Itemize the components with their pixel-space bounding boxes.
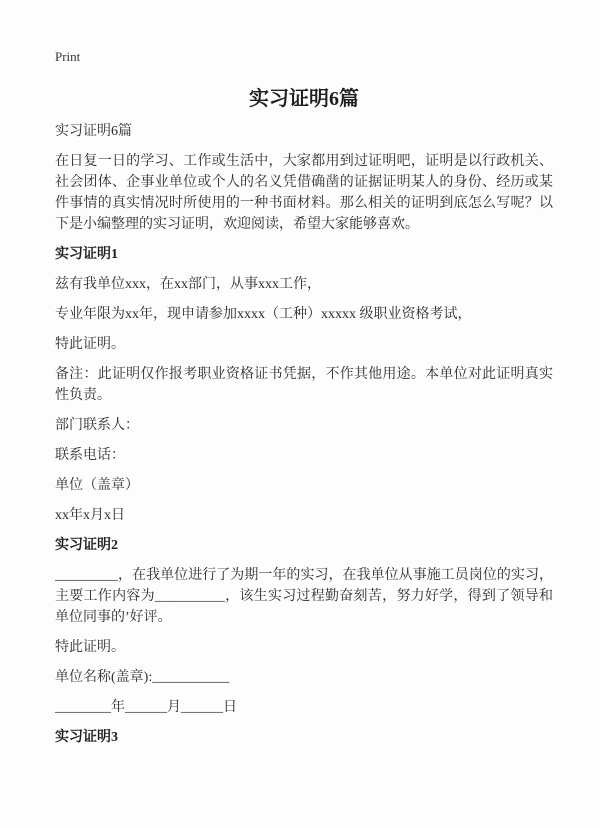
section1-paragraph-note: 备注：此证明仅作报考职业资格证书凭据，不作其他用途。本单位对此证明真实性负责。	[55, 367, 553, 403]
page-title: 实习证明6篇	[249, 88, 359, 110]
intro-paragraph: 在日复一日的学习、工作或生活中，大家都用到过证明吧，证明是以行政机关、社会团体、企事业单位或个人的名义凭借确凿的证据证明某人的身份、经历或某件事情的真实情况时所使用的一种书面材料。那么相关的证明到底怎么写呢？以下是小编整理的实习证明，欢迎阅读，希望大家能够喜欢。	[55, 154, 553, 232]
section2-paragraph-unit-seal-blank: 单位名称(盖章):___________	[55, 670, 230, 685]
section2-paragraph-date-blank: ________年______月______日	[55, 700, 237, 715]
section1-paragraph-unit-seal: 单位（盖章）	[55, 478, 139, 493]
section1-paragraph-contact-phone: 联系电话：	[55, 448, 125, 463]
section-heading-3: 实习证明3	[55, 730, 118, 745]
section1-paragraph-years: 专业年限为xx年，现申请参加xxxx（工种）xxxxx 级职业资格考试，	[55, 307, 472, 322]
section2-paragraph-hereby: 特此证明。	[55, 640, 125, 655]
section1-paragraph-contact-person: 部门联系人：	[55, 418, 139, 433]
print-link[interactable]: Print	[55, 49, 81, 64]
section1-paragraph-unit: 兹有我单位xxx，在xx部门，从事xxx工作，	[55, 277, 321, 292]
doc-subtitle: 实习证明6篇	[55, 124, 132, 139]
section1-paragraph-hereby: 特此证明。	[55, 337, 125, 352]
section-heading-2: 实习证明2	[55, 538, 118, 553]
section-heading-1: 实习证明1	[55, 247, 118, 262]
section1-paragraph-date: xx年x月x日	[55, 508, 125, 523]
section2-paragraph-body: _________，在我单位进行了为期一年的实习，在我单位从事施工员岗位的实习，主要工作内容为__________，该生实习过程勤奋刻苦，努力好学，得到了领导和单位同事的’好评。	[55, 568, 553, 625]
